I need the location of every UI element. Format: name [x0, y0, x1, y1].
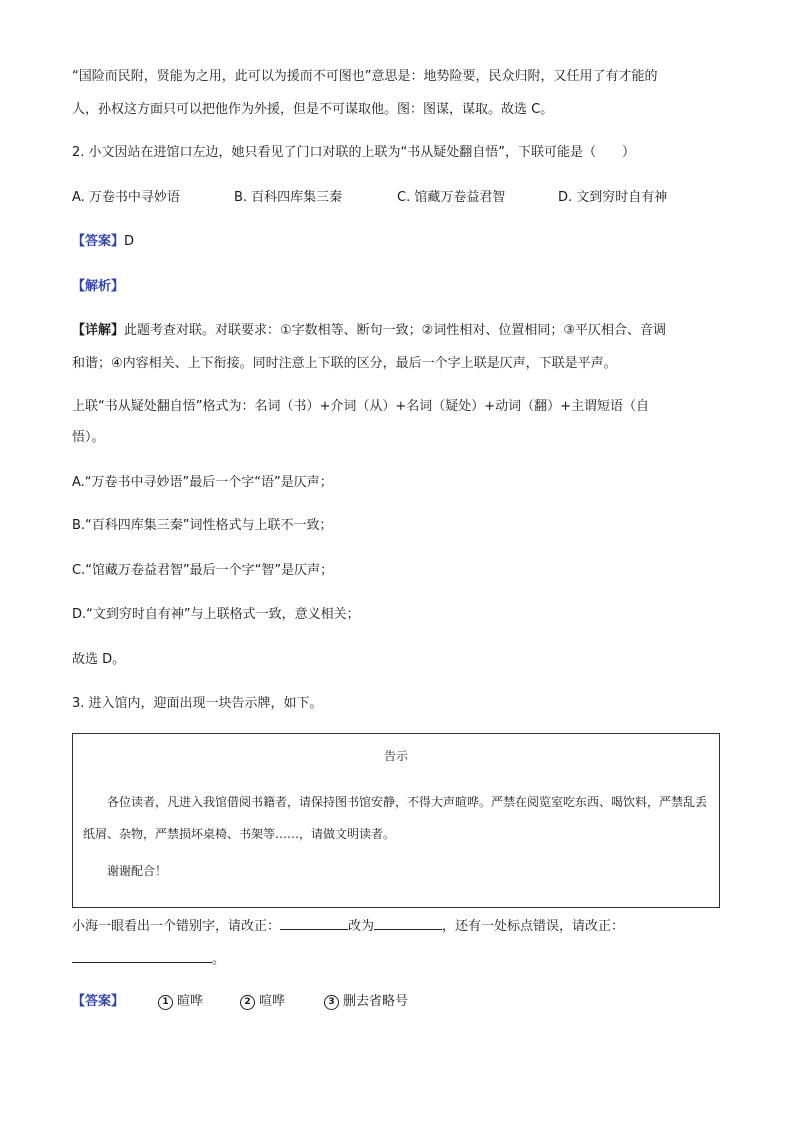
prompt-part-1: 小海一眼看出一个错别字，请改正：: [72, 919, 281, 934]
analysis-option-d: D.“文到穷时自有神”与上联格式一致，意义相关；: [72, 607, 360, 622]
answer-3: 3 删去省略号: [324, 985, 408, 1018]
blank-correct-char[interactable]: [374, 915, 442, 930]
circled-number-icon: 3: [324, 995, 339, 1010]
detail-tag: 【详解】: [72, 323, 125, 338]
notice-board: [72, 733, 720, 908]
format-line-2: 悟）。: [72, 430, 105, 445]
detail-text-1: 此题考查对联。对联要求：①字数相等、断句一致；②词性相对、位置相同；③平仄相合、音调: [124, 323, 666, 338]
notice-body: 各位读者，凡进入我馆借阅书籍者，请保持图书馆安静，不得大声暄哗。严禁在阅览室吃东西、喝饮料，严禁乱丢纸屑、杂物，严禁损坏桌椅、书架等……，请做文明读者。: [83, 795, 708, 841]
question-2-analysis-heading: [72, 270, 722, 303]
answer-2: 2 喧哗: [240, 985, 285, 1018]
circled-number-icon: 1: [158, 995, 173, 1010]
answer-value: D: [124, 234, 135, 249]
prompt-end: 。: [212, 952, 226, 967]
option-a: A. 万卷书中寻妙语: [72, 190, 180, 205]
answer-1: 1 暄哗: [158, 985, 203, 1018]
analysis-tag: 【解析】: [72, 279, 125, 294]
blank-punctuation[interactable]: [72, 948, 212, 963]
intro-line-2: 人，孙权这方面只可以把他作为外援，但是不可谋取他。图：图谋，谋取。故选 C。: [72, 102, 554, 117]
question-3-stem: 3. 进入馆内，迎面出现一块告示牌，如下。: [72, 696, 323, 711]
detail-line-2: 和谐；④内容相关、上下衔接。同时注意上下联的区分，最后一个字上联是仄声，下联是平声。: [72, 356, 617, 371]
question-2-answer: [72, 225, 722, 258]
question-3-prompt: [72, 910, 722, 976]
option-b: B. 百科四库集三秦: [234, 190, 343, 205]
format-line-1: 上联“书从疑处翻自悟”格式为：名词（书）+介词（从）+名词（疑处）+动词（翻）+主谓短语（自: [72, 399, 650, 414]
question-3-answer: [72, 985, 722, 1018]
question-2-conclusion: 故选 D。: [72, 652, 126, 667]
circled-number-icon: 2: [240, 995, 255, 1010]
detail-line-1: [72, 314, 722, 347]
prompt-part-3: ，还有一处标点错误，请改正：: [442, 919, 625, 934]
analysis-option-a: A.“万卷书中寻妙语”最后一个字“语”是仄声；: [72, 475, 333, 490]
notice-thanks: 谢谢配合！: [107, 864, 168, 878]
prompt-part-2: 改为: [348, 919, 375, 934]
question-2-stem: 2. 小文因站在进馆口左边，她只看见了门口对联的上联为“书从疑处翻自悟”，下联可能是（ ）: [72, 145, 636, 160]
question-2-options: [72, 181, 722, 214]
option-c: C. 馆藏万卷益君智: [397, 190, 506, 205]
option-d: D. 文到穷时自有神: [558, 190, 668, 205]
blank-wrong-char[interactable]: [280, 915, 348, 930]
answer-tag: 【答案】: [72, 994, 125, 1009]
analysis-option-b: B.“百科四库集三秦”词性格式与上联不一致；: [72, 518, 333, 533]
intro-line-1: “国险而民附，贤能为之用，此可以为援而不可图也”意思是：地势险要，民众归附，又任用了有才能的: [72, 69, 658, 84]
answer-tag: 【答案】: [72, 234, 125, 249]
notice-title: 告示: [383, 749, 408, 763]
analysis-option-c: C.“馆藏万卷益君智”最后一个字“智”是仄声；: [72, 563, 334, 578]
